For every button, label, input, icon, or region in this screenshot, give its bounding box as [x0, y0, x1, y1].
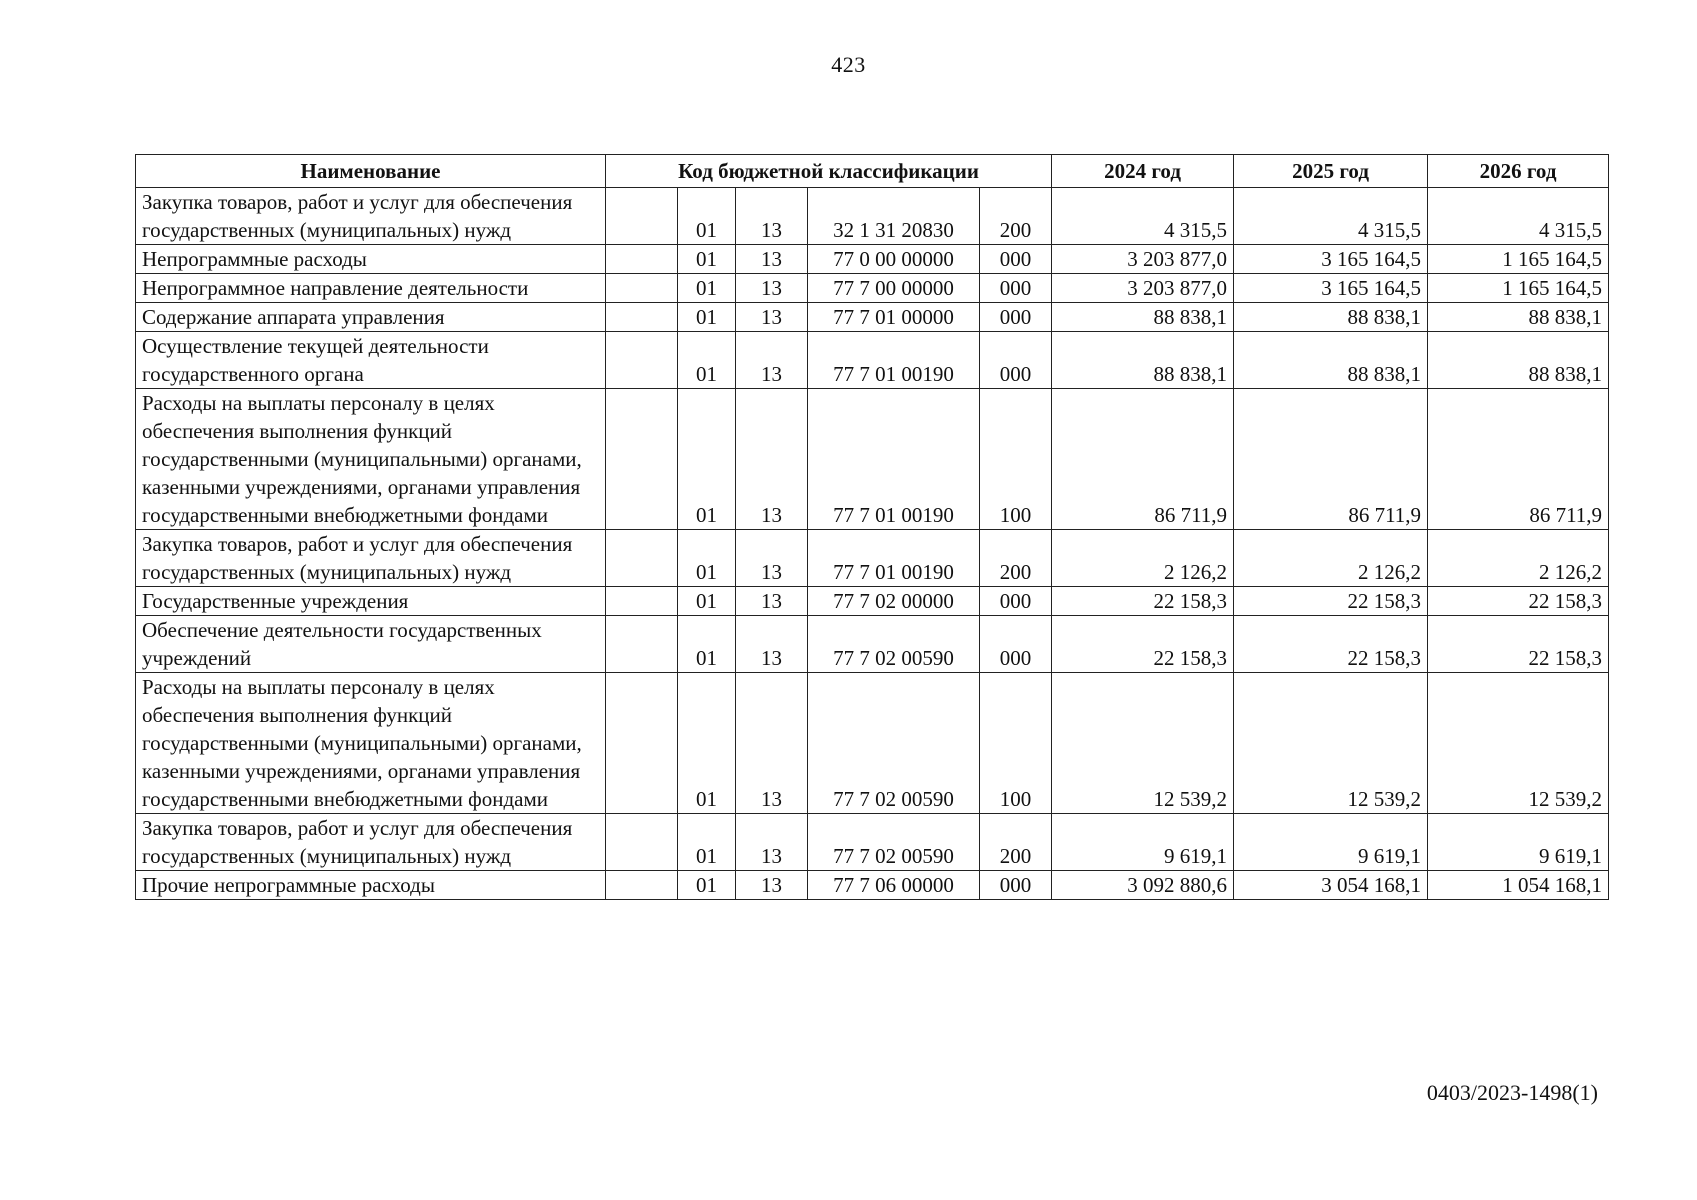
value-2025: 88 838,1 — [1234, 332, 1428, 389]
code-target: 77 7 00 00000 — [808, 274, 980, 303]
value-2024: 88 838,1 — [1052, 303, 1234, 332]
value-2025: 3 165 164,5 — [1234, 245, 1428, 274]
value-2026: 12 539,2 — [1428, 673, 1609, 814]
code-section: 01 — [678, 673, 736, 814]
table-row — [136, 274, 1609, 303]
code-section: 01 — [678, 530, 736, 587]
table-row — [136, 616, 1609, 673]
code-expense-type: 000 — [980, 274, 1052, 303]
row-name: Обеспечение деятельности государственных учреждений — [136, 616, 606, 673]
value-2024: 22 158,3 — [1052, 587, 1234, 616]
table-row — [136, 303, 1609, 332]
table-row — [136, 673, 1609, 814]
header-code: Код бюджетной классификации — [606, 155, 1052, 188]
row-name: Содержание аппарата управления — [136, 303, 606, 332]
empty-cell — [606, 616, 678, 673]
empty-cell — [606, 303, 678, 332]
value-2024: 3 203 877,0 — [1052, 274, 1234, 303]
code-subsection: 13 — [736, 274, 808, 303]
value-2025: 9 619,1 — [1234, 814, 1428, 871]
code-expense-type: 000 — [980, 245, 1052, 274]
code-expense-type: 000 — [980, 332, 1052, 389]
value-2026: 1 054 168,1 — [1428, 871, 1609, 900]
code-expense-type: 100 — [980, 389, 1052, 530]
value-2026: 1 165 164,5 — [1428, 274, 1609, 303]
code-target: 77 7 02 00590 — [808, 616, 980, 673]
empty-cell — [606, 389, 678, 530]
empty-cell — [606, 587, 678, 616]
code-subsection: 13 — [736, 616, 808, 673]
empty-cell — [606, 814, 678, 871]
code-subsection: 13 — [736, 188, 808, 245]
row-name: Расходы на выплаты персоналу в целях обеспечения выполнения функций государственными (муниципальными) органами, казенными учреждениями, органами управления государственными внебюджетными фондами — [136, 673, 606, 814]
header-name: Наименование — [136, 155, 606, 188]
code-target: 77 7 01 00190 — [808, 530, 980, 587]
code-section: 01 — [678, 274, 736, 303]
value-2025: 86 711,9 — [1234, 389, 1428, 530]
code-target: 77 7 01 00190 — [808, 332, 980, 389]
row-name: Закупка товаров, работ и услуг для обеспечения государственных (муниципальных) нужд — [136, 188, 606, 245]
value-2026: 86 711,9 — [1428, 389, 1609, 530]
code-subsection: 13 — [736, 587, 808, 616]
value-2025: 22 158,3 — [1234, 587, 1428, 616]
row-name: Расходы на выплаты персоналу в целях обеспечения выполнения функций государственными (муниципальными) органами, казенными учреждениями, органами управления государственными внебюджетными фондами — [136, 389, 606, 530]
code-section: 01 — [678, 587, 736, 616]
table-header-row — [136, 155, 1609, 188]
code-target: 77 7 01 00190 — [808, 389, 980, 530]
value-2025: 4 315,5 — [1234, 188, 1428, 245]
empty-cell — [606, 332, 678, 389]
code-section: 01 — [678, 814, 736, 871]
empty-cell — [606, 530, 678, 587]
value-2025: 3 165 164,5 — [1234, 274, 1428, 303]
row-name: Непрограммное направление деятельности — [136, 274, 606, 303]
row-name: Осуществление текущей деятельности государственного органа — [136, 332, 606, 389]
value-2026: 88 838,1 — [1428, 332, 1609, 389]
code-section: 01 — [678, 332, 736, 389]
code-subsection: 13 — [736, 871, 808, 900]
row-name: Государственные учреждения — [136, 587, 606, 616]
value-2025: 3 054 168,1 — [1234, 871, 1428, 900]
code-subsection: 13 — [736, 245, 808, 274]
empty-cell — [606, 673, 678, 814]
code-expense-type: 200 — [980, 188, 1052, 245]
value-2026: 22 158,3 — [1428, 616, 1609, 673]
code-subsection: 13 — [736, 673, 808, 814]
page-number: 423 — [831, 52, 866, 77]
value-2024: 9 619,1 — [1052, 814, 1234, 871]
code-expense-type: 200 — [980, 530, 1052, 587]
table-row — [136, 587, 1609, 616]
table-row — [136, 530, 1609, 587]
value-2026: 2 126,2 — [1428, 530, 1609, 587]
empty-cell — [606, 188, 678, 245]
code-expense-type: 000 — [980, 616, 1052, 673]
code-subsection: 13 — [736, 303, 808, 332]
value-2024: 86 711,9 — [1052, 389, 1234, 530]
value-2024: 4 315,5 — [1052, 188, 1234, 245]
row-name: Прочие непрограммные расходы — [136, 871, 606, 900]
empty-cell — [606, 274, 678, 303]
empty-cell — [606, 245, 678, 274]
value-2024: 3 092 880,6 — [1052, 871, 1234, 900]
table-row — [136, 871, 1609, 900]
value-2025: 22 158,3 — [1234, 616, 1428, 673]
value-2024: 2 126,2 — [1052, 530, 1234, 587]
header-2024: 2024 год — [1052, 155, 1234, 188]
table-row — [136, 814, 1609, 871]
code-target: 77 7 06 00000 — [808, 871, 980, 900]
document-code: 0403/2023-1498(1) — [1426, 1080, 1598, 1105]
table-row — [136, 332, 1609, 389]
code-expense-type: 100 — [980, 673, 1052, 814]
code-subsection: 13 — [736, 389, 808, 530]
code-target: 77 7 02 00590 — [808, 673, 980, 814]
code-section: 01 — [678, 303, 736, 332]
value-2026: 22 158,3 — [1428, 587, 1609, 616]
code-target: 32 1 31 20830 — [808, 188, 980, 245]
table-row — [136, 389, 1609, 530]
value-2024: 3 203 877,0 — [1052, 245, 1234, 274]
code-subsection: 13 — [736, 332, 808, 389]
code-target: 77 7 02 00000 — [808, 587, 980, 616]
code-expense-type: 200 — [980, 814, 1052, 871]
empty-cell — [606, 871, 678, 900]
value-2024: 22 158,3 — [1052, 616, 1234, 673]
value-2026: 9 619,1 — [1428, 814, 1609, 871]
row-name: Закупка товаров, работ и услуг для обеспечения государственных (муниципальных) нужд — [136, 814, 606, 871]
value-2026: 1 165 164,5 — [1428, 245, 1609, 274]
value-2025: 2 126,2 — [1234, 530, 1428, 587]
code-expense-type: 000 — [980, 587, 1052, 616]
row-name: Закупка товаров, работ и услуг для обеспечения государственных (муниципальных) нужд — [136, 530, 606, 587]
header-2026: 2026 год — [1428, 155, 1609, 188]
code-target: 77 0 00 00000 — [808, 245, 980, 274]
table-row — [136, 245, 1609, 274]
code-expense-type: 000 — [980, 871, 1052, 900]
value-2024: 88 838,1 — [1052, 332, 1234, 389]
code-section: 01 — [678, 245, 736, 274]
code-section: 01 — [678, 871, 736, 900]
code-section: 01 — [678, 616, 736, 673]
value-2025: 88 838,1 — [1234, 303, 1428, 332]
code-subsection: 13 — [736, 814, 808, 871]
code-target: 77 7 01 00000 — [808, 303, 980, 332]
header-2025: 2025 год — [1234, 155, 1428, 188]
value-2026: 88 838,1 — [1428, 303, 1609, 332]
value-2024: 12 539,2 — [1052, 673, 1234, 814]
value-2026: 4 315,5 — [1428, 188, 1609, 245]
code-subsection: 13 — [736, 530, 808, 587]
table-row — [136, 188, 1609, 245]
code-target: 77 7 02 00590 — [808, 814, 980, 871]
value-2025: 12 539,2 — [1234, 673, 1428, 814]
row-name: Непрограммные расходы — [136, 245, 606, 274]
budget-table — [135, 154, 1609, 900]
code-expense-type: 000 — [980, 303, 1052, 332]
code-section: 01 — [678, 188, 736, 245]
code-section: 01 — [678, 389, 736, 530]
